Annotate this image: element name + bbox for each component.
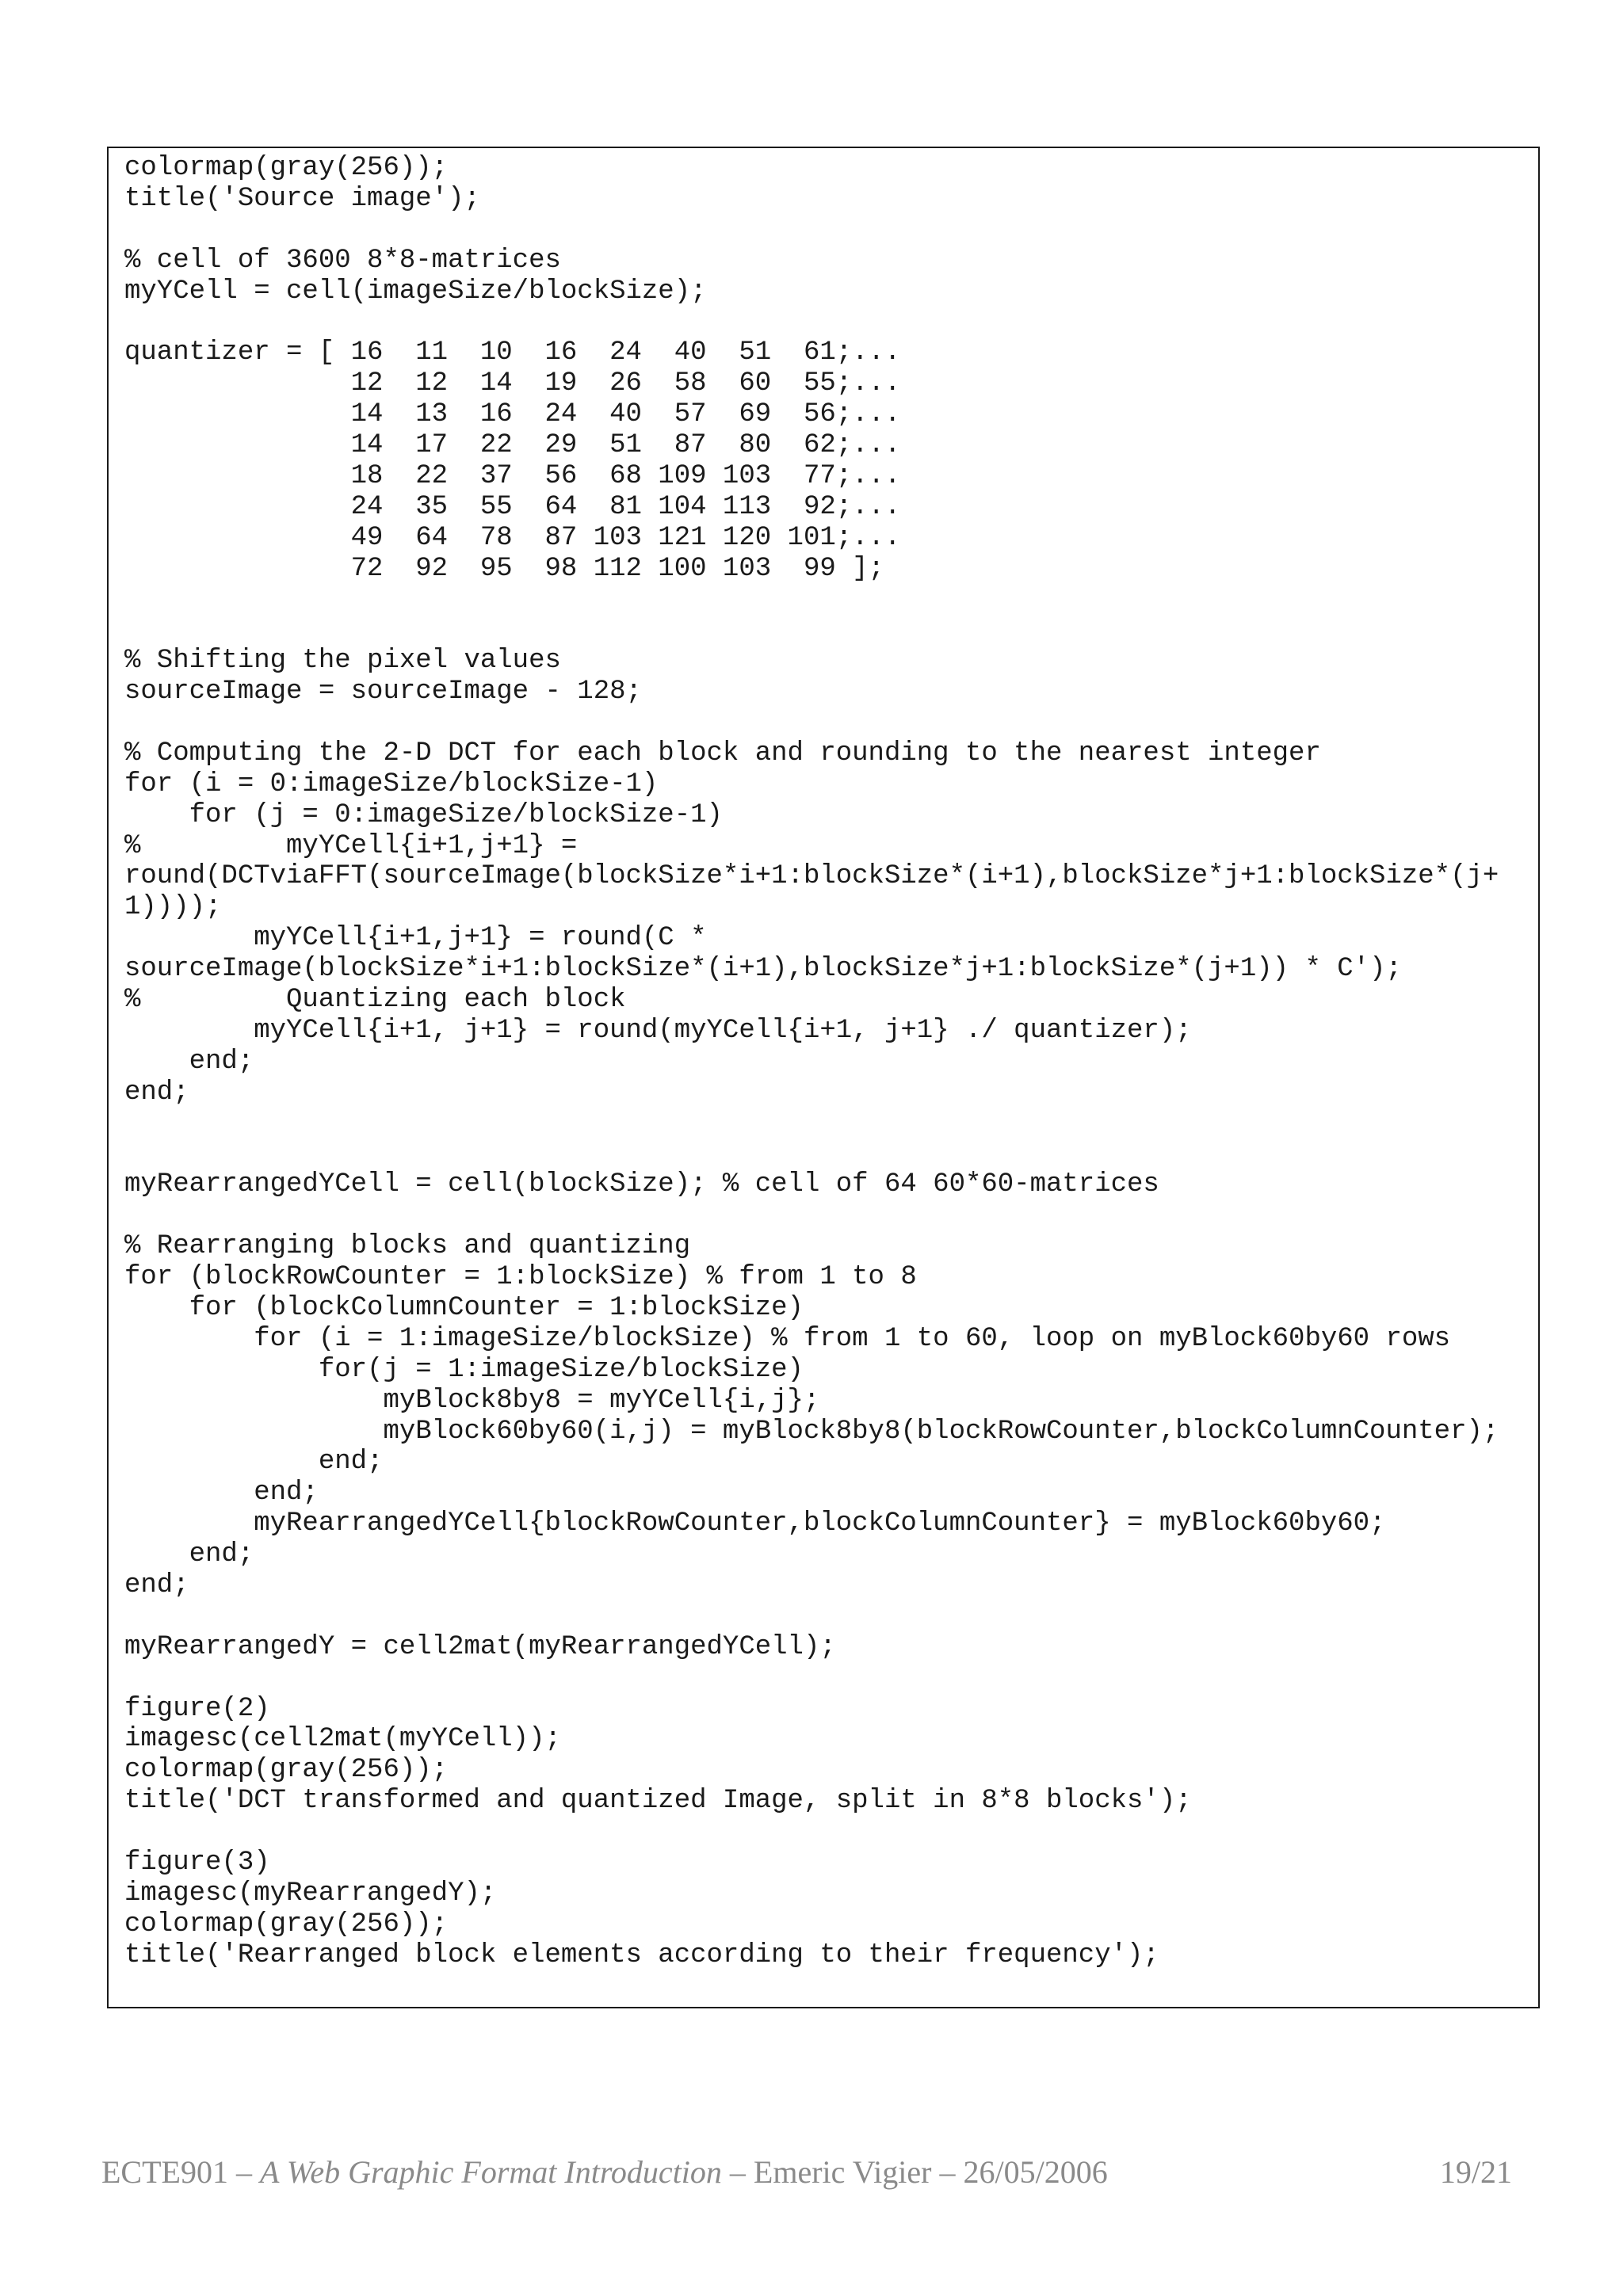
page-number: 19/21 xyxy=(1439,2154,1512,2190)
code-line: % Quantizing each block xyxy=(124,985,626,1016)
code-line xyxy=(124,1601,1538,1632)
code-line xyxy=(124,1663,1538,1694)
code-line: % cell of 3600 8*8-matrices xyxy=(124,245,561,276)
code-line: 49 64 78 87 103 121 120 101;... xyxy=(124,522,901,553)
code-line: title('DCT transformed and quantized Image, split in 8*8 blocks'); xyxy=(124,1786,1192,1817)
footer-author-date: – Emeric Vigier – 26/05/2006 xyxy=(721,2154,1108,2190)
code-line: colormap(gray(256)); xyxy=(124,153,449,183)
code-line xyxy=(124,1139,1538,1170)
footer-text xyxy=(101,2153,1108,2191)
code-line: end; xyxy=(124,1569,189,1600)
code-line: end; xyxy=(124,1478,319,1508)
code-line: end; xyxy=(124,1046,254,1077)
code-line: imagesc(cell2mat(myYCell)); xyxy=(124,1724,561,1755)
code-line: sourceImage = sourceImage - 128; xyxy=(124,677,642,707)
code-line: myBlock60by60(i,j) = myBlock8by8(blockRowCounter,blockColumnCounter); xyxy=(124,1416,1499,1447)
code-line: end; xyxy=(124,1077,189,1108)
code-line: myYCell{i+1, j+1} = round(myYCell{i+1, j+1} ./ quantizer); xyxy=(124,1015,1192,1046)
code-line xyxy=(124,307,1538,338)
code-line xyxy=(124,584,1538,615)
code-line xyxy=(124,1108,1538,1139)
code-line: 14 17 22 29 51 87 80 62;... xyxy=(124,430,901,461)
code-line: for (blockRowCounter = 1:blockSize) % from 1 to 8 xyxy=(124,1262,917,1293)
code-line: 24 35 55 64 81 104 113 92;... xyxy=(124,491,901,522)
code-line: myRearrangedY = cell2mat(myRearrangedYCell); xyxy=(124,1631,836,1662)
code-line: 12 12 14 19 26 58 60 55;... xyxy=(124,368,901,399)
code-line: for (i = 0:imageSize/blockSize-1) xyxy=(124,769,659,799)
code-line: % Rearranging blocks and quantizing xyxy=(124,1231,691,1262)
code-line: for(j = 1:imageSize/blockSize) xyxy=(124,1354,804,1385)
code-line: colormap(gray(256)); xyxy=(124,1909,449,1939)
code-line: % myYCell{i+1,j+1} = xyxy=(124,830,578,861)
code-line: myYCell = cell(imageSize/blockSize); xyxy=(124,276,707,307)
code-line: round(DCTviaFFT(sourceImage(blockSize*i+1:blockSize*(i+1),blockSize*j+1:blockSize*(j+ xyxy=(124,861,1499,892)
code-line xyxy=(124,1200,1538,1231)
code-line xyxy=(124,1817,1538,1848)
code-line: 72 92 95 98 112 100 103 99 ]; xyxy=(124,553,884,584)
code-line: imagesc(myRearrangedY); xyxy=(124,1878,497,1909)
code-line: % Computing the 2-D DCT for each block and rounding to the nearest integer xyxy=(124,738,1321,769)
code-line: title('Rearranged block elements according to their frequency'); xyxy=(124,1939,1159,1970)
code-line xyxy=(124,707,1538,738)
code-line: myRearrangedYCell{blockRowCounter,blockColumnCounter} = myBlock60by60; xyxy=(124,1508,1386,1539)
code-line: figure(3) xyxy=(124,1847,270,1878)
code-line: colormap(gray(256)); xyxy=(124,1755,449,1786)
code-line: myRearrangedYCell = cell(blockSize); % cell of 64 60*60-matrices xyxy=(124,1169,1159,1200)
footer-doc-title: A Web Graphic Format Introduction xyxy=(259,2154,722,2190)
code-line: for (blockColumnCounter = 1:blockSize) xyxy=(124,1292,804,1323)
code-line: for (j = 0:imageSize/blockSize-1) xyxy=(124,799,723,830)
code-line: % Shifting the pixel values xyxy=(124,646,561,677)
code-line xyxy=(124,215,1538,246)
page-footer xyxy=(101,2153,1512,2191)
footer-course: ECTE901 – xyxy=(101,2154,260,2190)
code-line: myYCell{i+1,j+1} = round(C * xyxy=(124,923,707,954)
code-line: end; xyxy=(124,1447,384,1478)
code-line: end; xyxy=(124,1539,254,1570)
code-line: quantizer = [ 16 11 10 16 24 40 51 61;... xyxy=(124,338,901,368)
code-line: sourceImage(blockSize*i+1:blockSize*(i+1),blockSize*j+1:blockSize*(j+1)) * C'); xyxy=(124,954,1402,985)
code-line: 1)))); xyxy=(124,892,222,923)
code-line: 14 13 16 24 40 57 69 56;... xyxy=(124,399,901,430)
code-line: for (i = 1:imageSize/blockSize) % from 1 to 60, loop on myBlock60by60 rows xyxy=(124,1323,1451,1354)
code-line: myBlock8by8 = myYCell{i,j}; xyxy=(124,1385,820,1416)
code-listing xyxy=(107,147,1540,2008)
code-line xyxy=(124,615,1538,646)
code-line: 18 22 37 56 68 109 103 77;... xyxy=(124,460,901,491)
code-line: title('Source image'); xyxy=(124,183,480,214)
code-line: figure(2) xyxy=(124,1693,270,1724)
